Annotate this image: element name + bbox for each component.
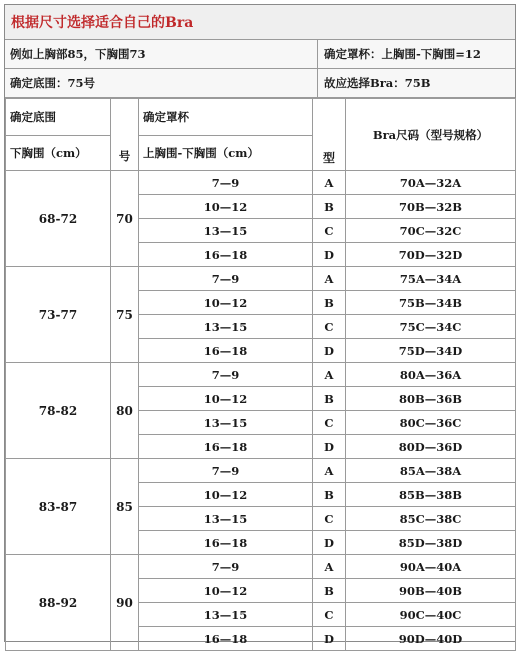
determine-row [5,69,515,98]
example-measure: 例如上胸部85，下胸围73 [5,40,318,68]
bra-size: 75A—34A [346,267,516,291]
bust-diff: 13—15 [139,507,313,531]
bust-diff: 7—9 [139,363,313,387]
bust-diff: 10—12 [139,387,313,411]
bra-size: 85A—38A [346,459,516,483]
header-cup: 确定罩杯 [139,99,313,136]
bra-size: 70A—32A [346,171,516,195]
cup-letter: B [313,579,346,603]
bra-size: 70C—32C [346,219,516,243]
bust-diff: 7—9 [139,555,313,579]
bust-diff: 13—15 [139,315,313,339]
band-size: 75 [111,267,139,363]
table-row [6,267,516,291]
bust-diff: 10—12 [139,291,313,315]
size-chart [4,4,516,646]
example-row [5,40,515,69]
header-hao: 号 [111,99,139,171]
chart-title: 根据尺寸选择适合自己的Bra [5,5,515,40]
table-row [6,171,516,195]
cup-letter: C [313,219,346,243]
cup-letter: C [313,411,346,435]
cup-letter: A [313,171,346,195]
bra-size: 85C—38C [346,507,516,531]
determine-band: 确定底围：75号 [5,69,318,97]
bra-size: 80B—36B [346,387,516,411]
bra-size: 90A—40A [346,555,516,579]
header-row-1 [6,99,516,136]
determine-result: 故应选择Bra：75B [318,69,515,97]
band-size: 80 [111,363,139,459]
bust-diff: 10—12 [139,579,313,603]
cup-letter: B [313,483,346,507]
underbust-range: 73-77 [6,267,111,363]
underbust-range: 68-72 [6,171,111,267]
header-bust-diff: 上胸围-下胸围（cm） [139,136,313,171]
header-underbust: 下胸围（cm） [6,136,111,171]
bust-diff: 13—15 [139,603,313,627]
bust-diff: 10—12 [139,483,313,507]
bra-size: 90D—40D [346,627,516,651]
example-cup-formula: 确定罩杯：上胸围-下胸围=12 [318,40,515,68]
bra-size: 70D—32D [346,243,516,267]
cup-letter: A [313,555,346,579]
cup-letter: D [313,243,346,267]
bra-size: 80D—36D [346,435,516,459]
bust-diff: 7—9 [139,459,313,483]
cup-letter: D [313,627,346,651]
bra-size: 85B—38B [346,483,516,507]
bust-diff: 16—18 [139,339,313,363]
cup-letter: D [313,435,346,459]
bra-size: 90C—40C [346,603,516,627]
bra-size: 85D—38D [346,531,516,555]
header-band: 确定底围 [6,99,111,136]
bust-diff: 16—18 [139,243,313,267]
cup-letter: C [313,507,346,531]
bra-size: 70B—32B [346,195,516,219]
cup-letter: D [313,339,346,363]
bust-diff: 16—18 [139,435,313,459]
cup-letter: B [313,195,346,219]
cup-letter: C [313,315,346,339]
bust-diff: 16—18 [139,627,313,651]
band-size: 70 [111,171,139,267]
bra-size: 75D—34D [346,339,516,363]
bust-diff: 7—9 [139,171,313,195]
bust-diff: 13—15 [139,411,313,435]
band-size: 85 [111,459,139,555]
cup-letter: A [313,459,346,483]
bust-diff: 7—9 [139,267,313,291]
cup-letter: C [313,603,346,627]
band-size: 90 [111,555,139,651]
bra-size: 75B—34B [346,291,516,315]
bust-diff: 13—15 [139,219,313,243]
bust-diff: 10—12 [139,195,313,219]
underbust-range: 83-87 [6,459,111,555]
cup-letter: A [313,363,346,387]
table-row [6,363,516,387]
bust-diff: 16—18 [139,531,313,555]
header-xing: 型 [313,99,346,171]
bra-size: 80A—36A [346,363,516,387]
cup-letter: A [313,267,346,291]
table-row [6,555,516,579]
underbust-range: 88-92 [6,555,111,651]
bra-size: 80C—36C [346,411,516,435]
cup-letter: B [313,291,346,315]
bra-size: 90B—40B [346,579,516,603]
cup-letter: D [313,531,346,555]
underbust-range: 78-82 [6,363,111,459]
size-table [5,98,516,651]
bra-size: 75C—34C [346,315,516,339]
cup-letter: B [313,387,346,411]
table-row [6,459,516,483]
header-bra-size: Bra尺码（型号规格） [346,99,516,171]
